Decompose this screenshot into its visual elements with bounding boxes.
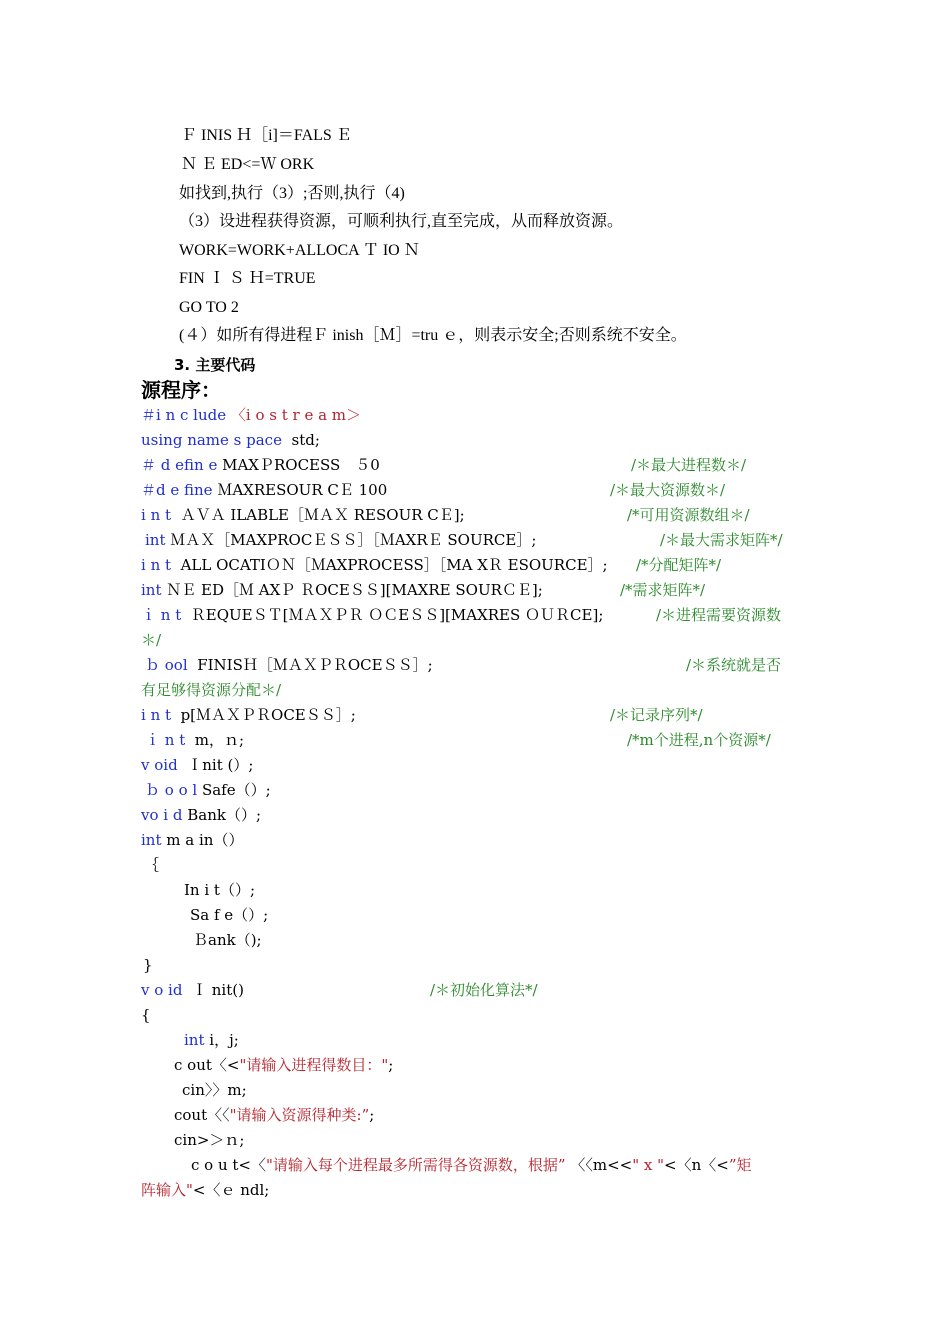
- code-line-safe-decl: [145, 780, 271, 800]
- algorithm-step-1: Ｆ INIS Ｈ［i]＝FALS Ｅ: [181, 127, 352, 144]
- comment-max-process: /＊最大进程数＊/: [631, 456, 747, 474]
- define-keyword: ＃ d efin e: [141, 456, 218, 474]
- code-line-cin-m: cin〉〉m;: [182, 1081, 247, 1099]
- init-def-signature: Ｉ nit(): [192, 981, 244, 999]
- prompt-max-matrix: "请输入每个进程最多所需得各资源数，根据”: [266, 1156, 566, 1174]
- comment-need: /*需求矩阵*/: [620, 581, 706, 599]
- define-process-text: MAXＰROCESS ５0: [222, 456, 380, 474]
- code-line-call-init: In i t（）;: [184, 881, 256, 899]
- int-keyword: int: [141, 581, 162, 599]
- prompt-resource-kinds: "请输入资源得种类:”: [229, 1106, 370, 1124]
- code-line-need: [141, 580, 543, 600]
- int-keyword: int: [145, 531, 166, 549]
- code-line-main-brace-open: ｛: [144, 856, 160, 874]
- request-decl: ＲEQUEＳＴ[ＭＡＸＰＲ ＯＣEＳＳ][MAXRES ＯＵＲCE];: [190, 606, 604, 624]
- code-line-init-decl: [141, 755, 253, 775]
- bool-keyword: ｂ ool: [145, 656, 188, 674]
- code-line-bank-decl: [141, 805, 261, 825]
- code-line-cout-matrix-cont: [141, 1180, 269, 1200]
- code-line-request: [141, 605, 603, 625]
- code-line-init-def: [141, 980, 244, 1000]
- define-resource-text: ＭAXRESOUR CＥ 100: [217, 481, 388, 499]
- int-keyword: ｉ n t: [145, 731, 186, 749]
- code-line-finish: [145, 655, 433, 675]
- code-line-cin-n: cin>＞ｎ;: [174, 1131, 245, 1149]
- algorithm-step-6: FIN Ｉ Ｓ Ｈ=TRUE: [179, 270, 316, 287]
- comment-max-resource: /＊最大资源数＊/: [610, 481, 726, 499]
- stream-n: <〈n〈<: [664, 1156, 729, 1174]
- code-line-p: [141, 705, 356, 725]
- semicolon: ;: [369, 1106, 375, 1124]
- int-keyword: i n t: [141, 706, 172, 724]
- init-decl: Ｉnit (）;: [187, 756, 254, 774]
- code-line-define-process: [141, 455, 380, 475]
- cout-op: c out〈<: [174, 1056, 240, 1074]
- code-line-call-safe: Sa f e（）;: [190, 906, 269, 924]
- code-line-available: [141, 505, 465, 525]
- include-target: 〈i o s t r e a m＞: [230, 406, 362, 424]
- code-line-allocation: [141, 555, 608, 575]
- p-decl: p[ＭＡＸＰＲOCEＳＳ］;: [180, 706, 356, 724]
- code-line-using: [141, 430, 320, 450]
- source-heading: 源程序：: [141, 378, 221, 402]
- available-decl: ＡＶＡ ILABLE［ＭＡＸ RESOUR CＥ];: [180, 506, 465, 524]
- max-decl: ＭＡＸ［MAXPROCＥＳＳ］［ＭAXRＥ SOURCE］;: [170, 531, 537, 549]
- int-keyword: int: [141, 831, 162, 849]
- string-matrix-part2: 阵输入": [141, 1181, 193, 1199]
- stream-m: 〈〈m<<: [570, 1156, 633, 1174]
- comment-init-algorithm: /＊初始化算法*/: [430, 981, 538, 999]
- string-x: " x ": [632, 1156, 665, 1174]
- define-keyword: ＃d e fine: [141, 481, 213, 499]
- code-line-main: [141, 830, 243, 850]
- algorithm-step-8: (４）如所有得进程Ｆ inish［Ｍ］=tru ｅ，则表示安全;否则系统不安全。: [179, 327, 687, 344]
- int-keyword: i n t: [141, 556, 172, 574]
- main-signature: m a in（）: [166, 831, 244, 849]
- algorithm-step-4: （3）设进程获得资源，可顺利执行,直至完成，从而释放资源。: [179, 213, 624, 230]
- stream-endl: <〈ｅ ndl;: [192, 1181, 270, 1199]
- comment-request-end: ＊/: [141, 631, 162, 649]
- code-line-cout-matrix: [191, 1155, 752, 1175]
- code-line-include: [141, 405, 361, 425]
- comment-available: /*可用资源数组＊/: [627, 506, 750, 524]
- decl-ij: i，j;: [209, 1031, 239, 1049]
- code-line-cout-process: [174, 1055, 393, 1075]
- int-keyword: ｉ n t: [141, 606, 182, 624]
- cout-op: c o u t<〈: [191, 1156, 266, 1174]
- code-line-define-resource: [141, 480, 387, 500]
- prompt-process-count: "请输入进程得数目：": [239, 1056, 389, 1074]
- cout-op: cout〈〈: [174, 1106, 230, 1124]
- using-keyword: using: [141, 431, 183, 449]
- semicolon: ;: [388, 1056, 394, 1074]
- safe-decl: Safe（）;: [201, 781, 271, 799]
- comment-request: /＊进程需要资源数: [656, 606, 782, 624]
- int-keyword: int: [184, 1031, 205, 1049]
- comment-allocation: /*分配矩阵*/: [636, 556, 722, 574]
- code-line-mn: [145, 730, 244, 750]
- comment-sequence: /＊记录序列*/: [610, 706, 703, 724]
- comment-max-need: /＊最大需求矩阵*/: [660, 531, 783, 549]
- algorithm-step-5: WORK=WORK+ALLOCA Ｔ IO Ｎ: [179, 242, 420, 259]
- code-line-main-brace-close: }: [143, 956, 153, 974]
- void-keyword: v oid: [141, 756, 178, 774]
- algorithm-step-7: GO TO 2: [179, 299, 239, 316]
- string-matrix-part1: ”矩: [728, 1156, 752, 1174]
- section-heading: 3. 主要代码: [174, 356, 256, 374]
- code-line-cout-resource: [174, 1105, 374, 1125]
- int-keyword: i n t: [141, 506, 172, 524]
- bank-decl: Bank（）;: [187, 806, 262, 824]
- void-keyword: vo i d: [141, 806, 183, 824]
- code-line-decl-ij: [184, 1030, 239, 1050]
- using-rest: std;: [291, 431, 320, 449]
- mn-decl: m，ｎ;: [194, 731, 245, 749]
- void-keyword: v o id: [141, 981, 183, 999]
- comment-finish: /＊系统就是否: [686, 656, 782, 674]
- code-line-call-bank: Ｂank（);: [193, 931, 262, 949]
- include-directive: ＃i n c lude: [141, 406, 227, 424]
- comment-finish-end: 有足够得资源分配＊/: [141, 681, 282, 699]
- allocation-decl: ALL OCATIＯＮ［ＭAXPROCESS］［MA XＲ ESOURCE］;: [180, 556, 608, 574]
- finish-decl: FINISＨ［ＭＡＸＰＲOCEＳＳ］;: [197, 656, 433, 674]
- bool-keyword: ｂ o o l: [145, 781, 198, 799]
- algorithm-step-3: 如找到,执行（3）;否则,执行（4): [179, 185, 405, 202]
- comment-mn: /*m个进程,n个资源*/: [627, 731, 771, 749]
- need-decl: ＮＥ ED［Ｍ AXＰ ＲOCEＳＳ][MAXRE SOURＣＥ];: [166, 581, 543, 599]
- algorithm-step-2: Ｎ Ｅ ED<=Ｗ ORK: [181, 156, 315, 173]
- code-line-init-brace-open: {: [141, 1006, 151, 1024]
- code-line-max: [145, 530, 536, 550]
- namespace-keyword: name s pace: [187, 431, 282, 449]
